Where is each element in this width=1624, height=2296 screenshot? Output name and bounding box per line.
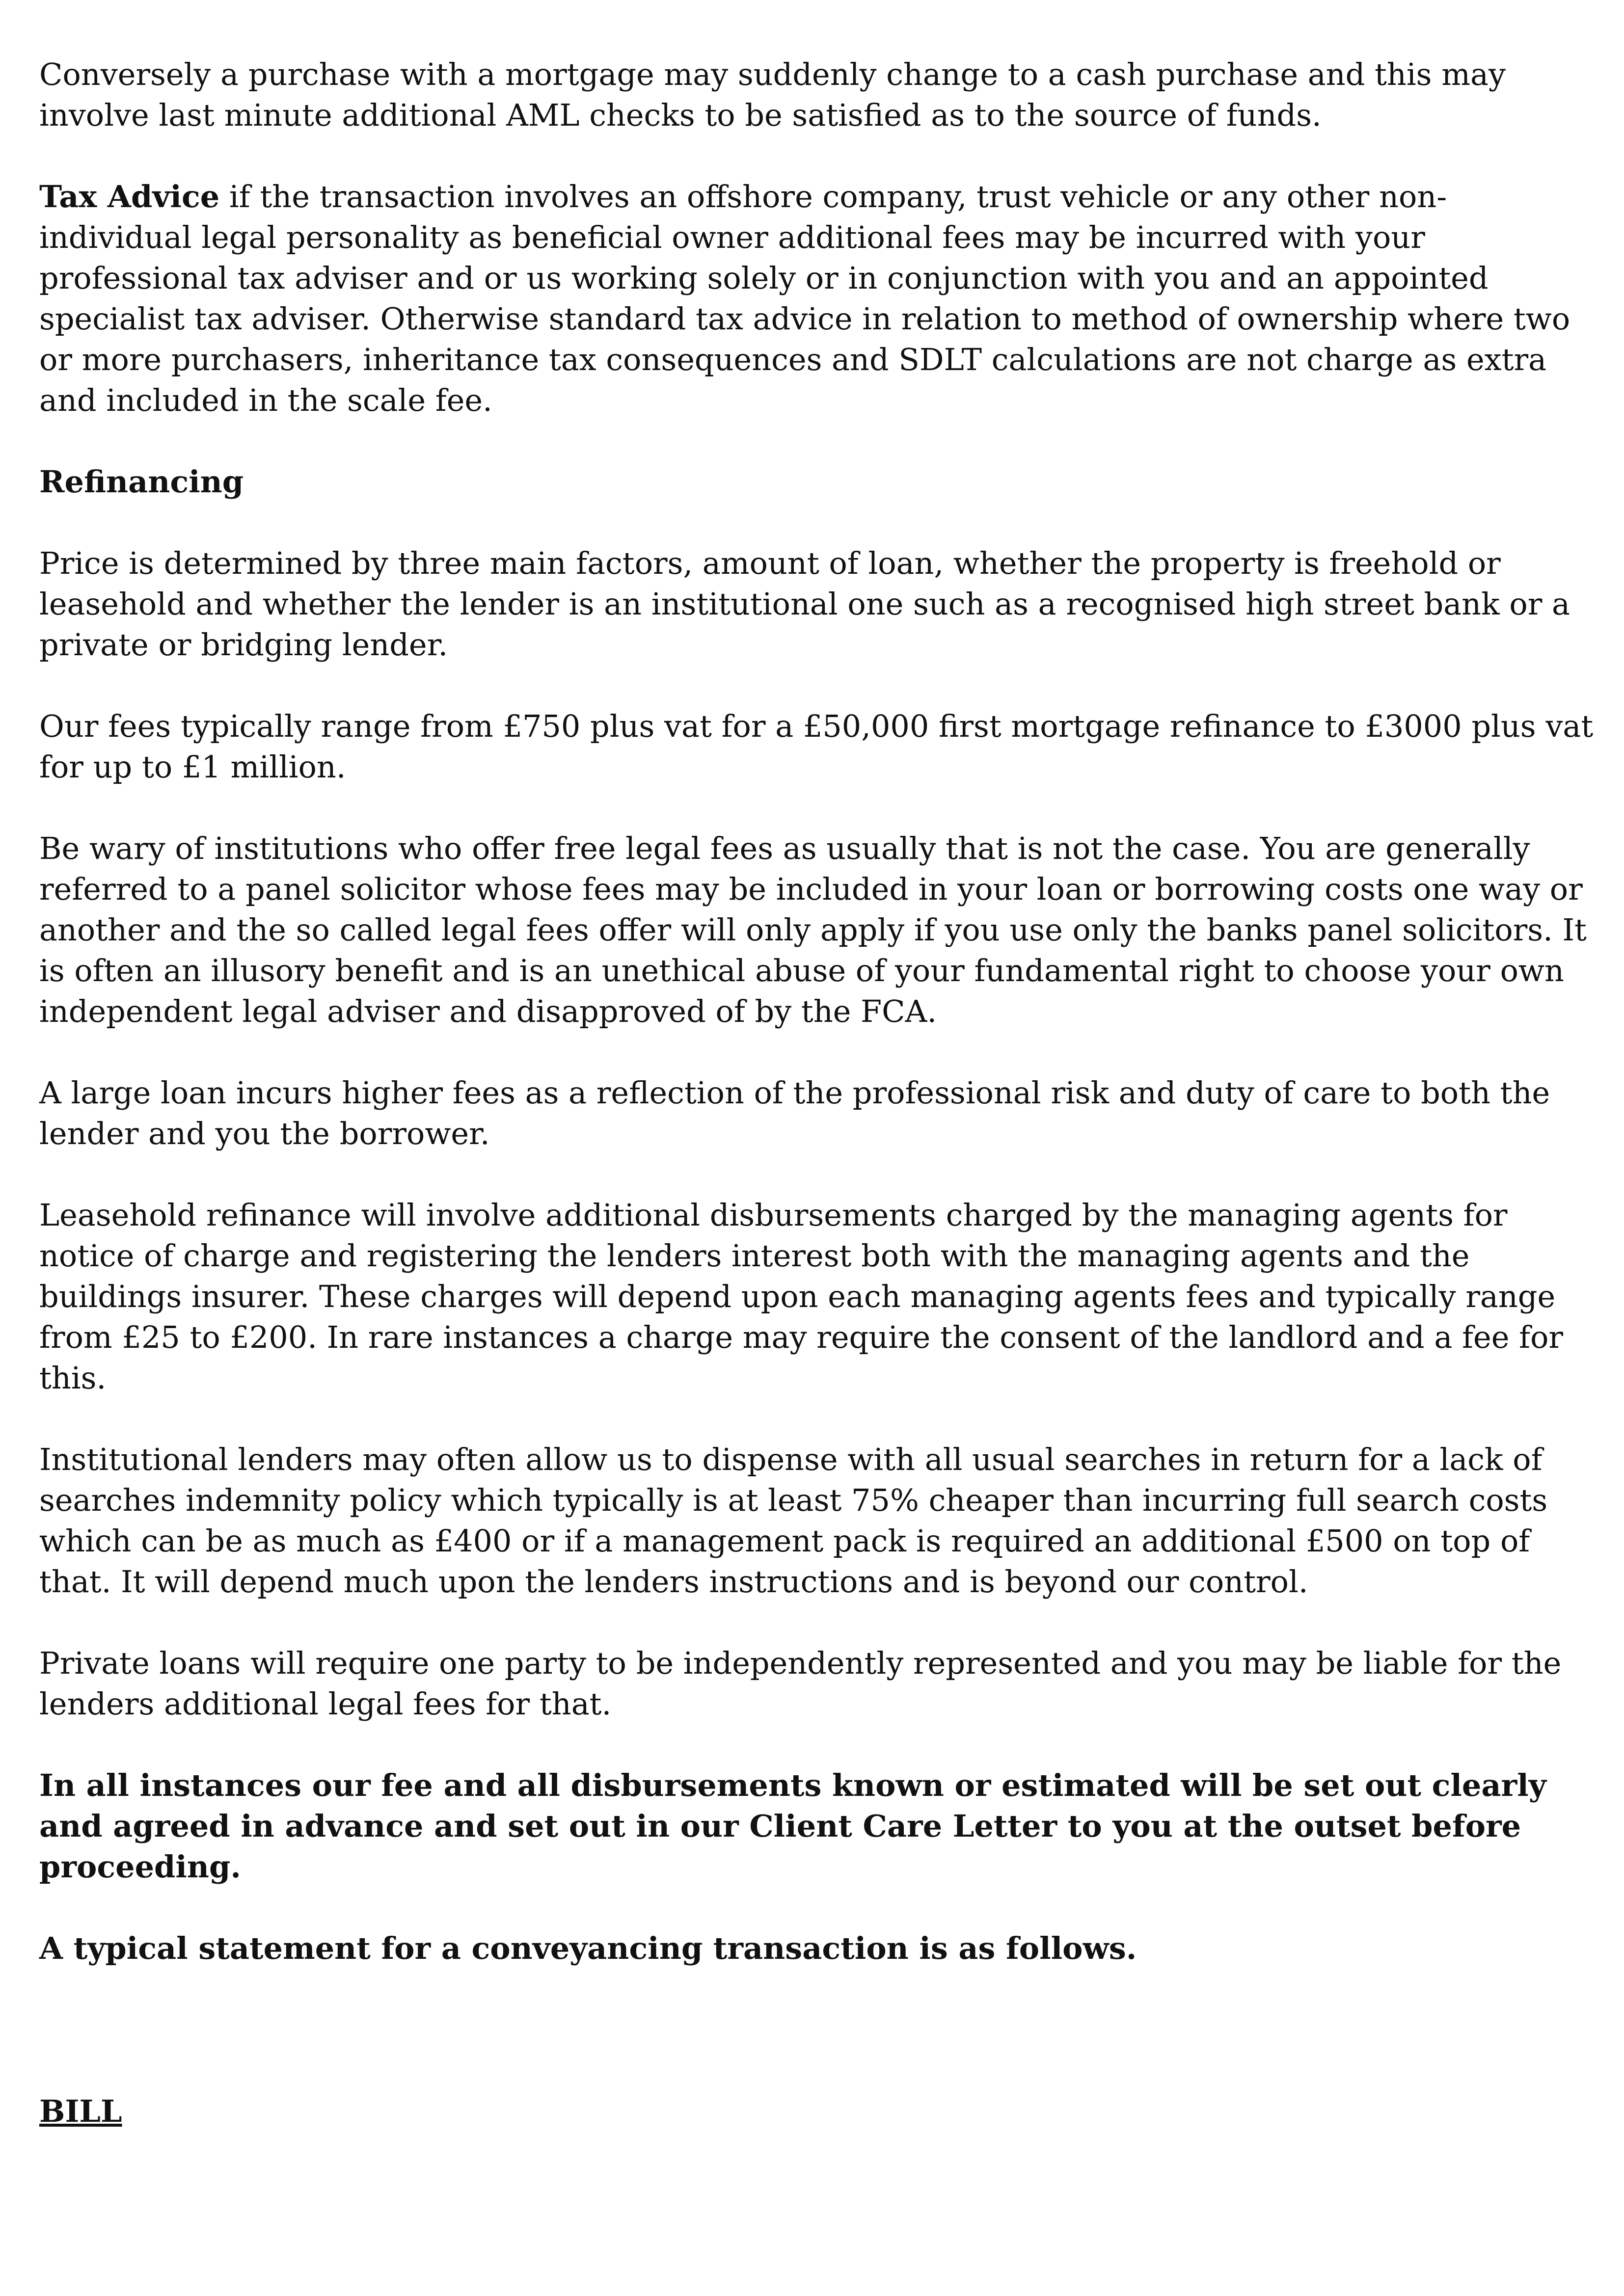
bill-heading: BILL xyxy=(39,2093,122,2129)
tax-advice-paragraph xyxy=(39,176,1596,421)
tax-advice-body: if the transaction involves an offshore company, trust vehicle or any other non-individual legal personality as beneficial owner additional fees may be incurred with your professional tax adviser and or us working solely or in conjunction with you and an appointed specialist tax adviser. Otherwise standard tax advice in relation to method of ownership where two or more purchasers, inheritance tax consequences and SDLT calculations are not charge as extra and included in the scale fee. xyxy=(39,179,1570,418)
beware-paragraph: Be wary of institutions who offer free legal fees as usually that is not the case. You are generally referred to a panel solicitor whose fees may be included in your loan or borrowing costs one way or another and the so called legal fees offer will only apply if you use only the banks panel solicitors. It is often an illusory benefit and is an unethical abuse of your fundamental right to choose your own independent legal adviser and disapproved of by the FCA. xyxy=(39,830,1587,1029)
typical-statement-paragraph: A typical statement for a conveyancing transaction is as follows. xyxy=(39,1930,1137,1966)
aml-paragraph: Conversely a purchase with a mortgage may suddenly change to a cash purchase and this may involve last minute additional AML checks to be satisfied as to the source of funds. xyxy=(39,56,1506,133)
institutional-lenders-paragraph: Institutional lenders may often allow us to dispense with all usual searches in return for a lack of searches indemnity policy which typically is at least 75% cheaper than incurring full search costs which can be as much as £400 or if a management pack is required an additional £500 on top of that. It will depend much upon the lenders instructions and is beyond our control. xyxy=(39,1442,1548,1600)
tax-advice-label: Tax Advice xyxy=(39,179,220,214)
all-instances-paragraph: In all instances our fee and all disbursements known or estimated will be set out clearly and agreed in advance and set out in our Client Care Letter to you at the outset before proceeding. xyxy=(39,1767,1546,1885)
price-paragraph: Price is determined by three main factors, amount of loan, whether the property is freehold or leasehold and whether the lender is an institutional one such as a recognised high street bank or a private or bridging lender. xyxy=(39,545,1570,663)
fees-range-paragraph: Our fees typically range from £750 plus vat for a £50,000 first mortgage refinance to £3000 plus vat for up to £1 million. xyxy=(39,708,1594,785)
large-loan-paragraph: A large loan incurs higher fees as a reflection of the professional risk and duty of care to both the lender and you the borrower. xyxy=(39,1075,1550,1151)
refinancing-heading: Refinancing xyxy=(39,464,244,500)
leasehold-paragraph: Leasehold refinance will involve additional disbursements charged by the managing agents for notice of charge and registering the lenders interest both with the managing agents and the buildings insurer. These charges will depend upon each managing agents fees and typically range from £25 to £200. In rare instances a charge may require the consent of the landlord and a fee for this. xyxy=(39,1197,1564,1396)
document-page xyxy=(39,54,1596,2172)
private-loans-paragraph: Private loans will require one party to be independently represented and you may be liable for the lenders additional legal fees for that. xyxy=(39,1645,1562,1722)
